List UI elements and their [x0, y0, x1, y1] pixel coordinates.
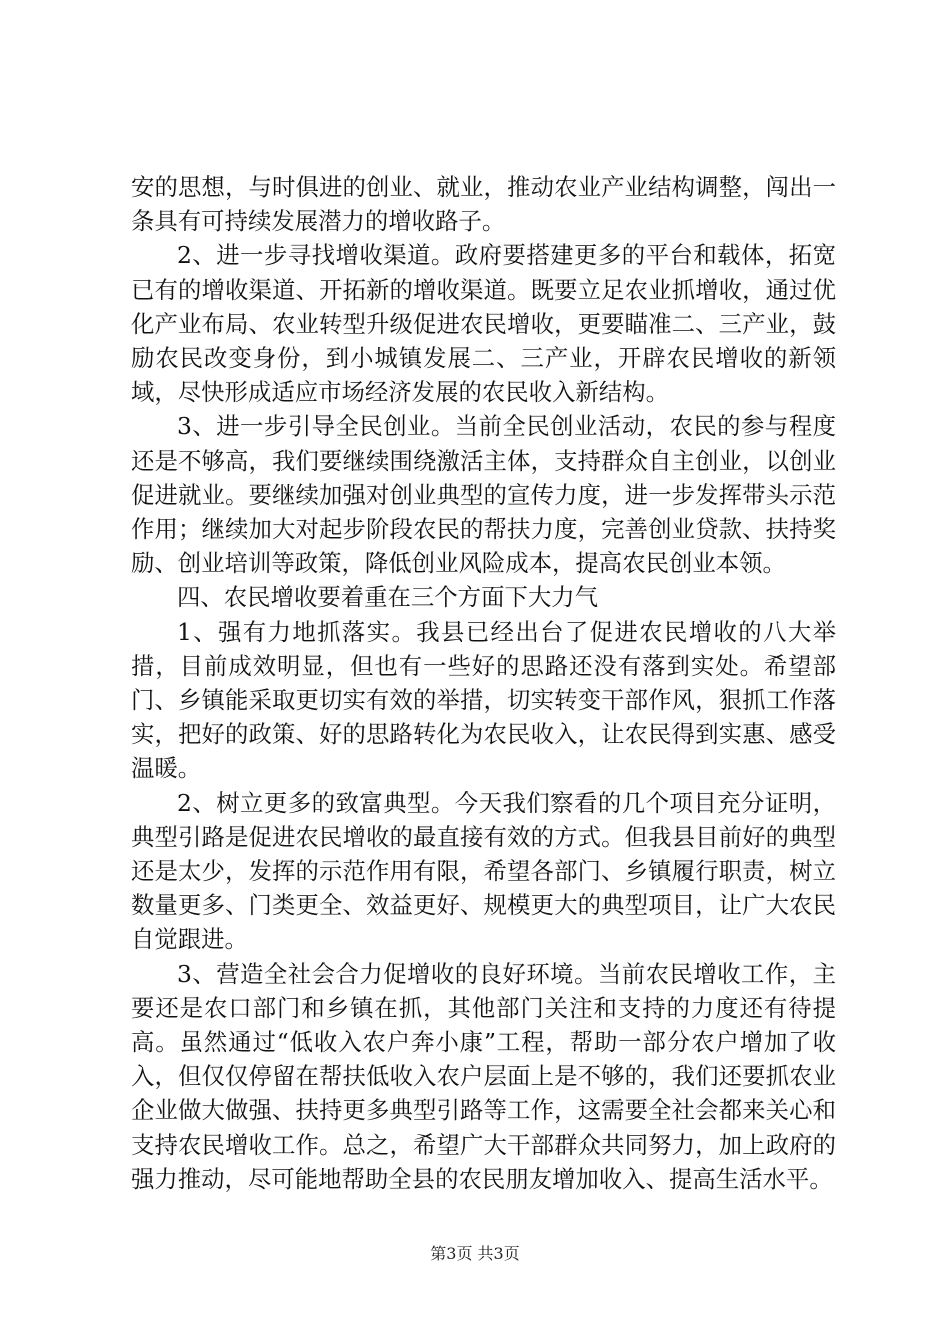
paragraph-item-1: 1、强有力地抓落实。我县已经出台了促进农民增收的八大举措，目前成效明显，但也有一些好的思路还没有落到实处。希望部门、乡镇能采取更切实有效的举措，切实转变干部作风，狠抓工作落实，把好的政策、好的思路转化为农民收入，让农民得到实惠、感受温暖。 — [131, 617, 836, 783]
paragraph-continuation: 安的思想，与时俱进的创业、就业，推动农业产业结构调整，闯出一条具有可持续发展潜力的增收路子。 — [131, 173, 836, 236]
paragraph-item-3: 3、进一步引导全民创业。当前全民创业活动，农民的参与程度还是不够高，我们要继续围绕激活主体，支持群众自主创业，以创业促进就业。要继续加强对创业典型的宣传力度，进一步发挥带头示范作用；继续加大对起步阶段农民的帮扶力度，完善创业贷款、扶持奖励、创业培训等政策，降低创业风险成本，提高农民创业本领。 — [131, 412, 836, 578]
paragraph-item-2b: 2、树立更多的致富典型。今天我们察看的几个项目充分证明，典型引路是促进农民增收的最直接有效的方式。但我县目前好的典型还是太少，发挥的示范作用有限，希望各部门、乡镇履行职责，树立数量更多、门类更全、效益更好、规模更大的典型项目，让广大农民自觉跟进。 — [131, 788, 836, 954]
paragraph-item-3b: 3、营造全社会合力促增收的良好环境。当前农民增收工作，主要还是农口部门和乡镇在抓，其他部门关注和支持的力度还有待提高。虽然通过“低收入农户奔小康”工程，帮助一部分农户增加了收入，但仅仅停留在帮扶低收入农户层面上是不够的，我们还要抓农业企业做大做强、扶持更多典型引路等工作，这需要全社会都来关心和支持农民增收工作。总之，希望广大干部群众共同努力，加上政府的强力推动，尽可能地帮助全县的农民朋友增加收入、提高生活水平。 — [131, 959, 836, 1193]
paragraph-item-2: 2、进一步寻找增收渠道。政府要搭建更多的平台和载体，拓宽已有的增收渠道、开拓新的增收渠道。既要立足农业抓增收，通过优化产业布局、农业转型升级促进农民增收，更要瞄准二、三产业，鼓励农民改变身份，到小城镇发展二、三产业，开辟农民增收的新领域，尽快形成适应市场经济发展的农民收入新结构。 — [131, 241, 836, 407]
document-body — [131, 170, 836, 1196]
page-number-footer: 第3页 共3页 — [430, 1244, 520, 1263]
section-heading-4: 四、农民增收要着重在三个方面下大力气 — [177, 583, 599, 612]
